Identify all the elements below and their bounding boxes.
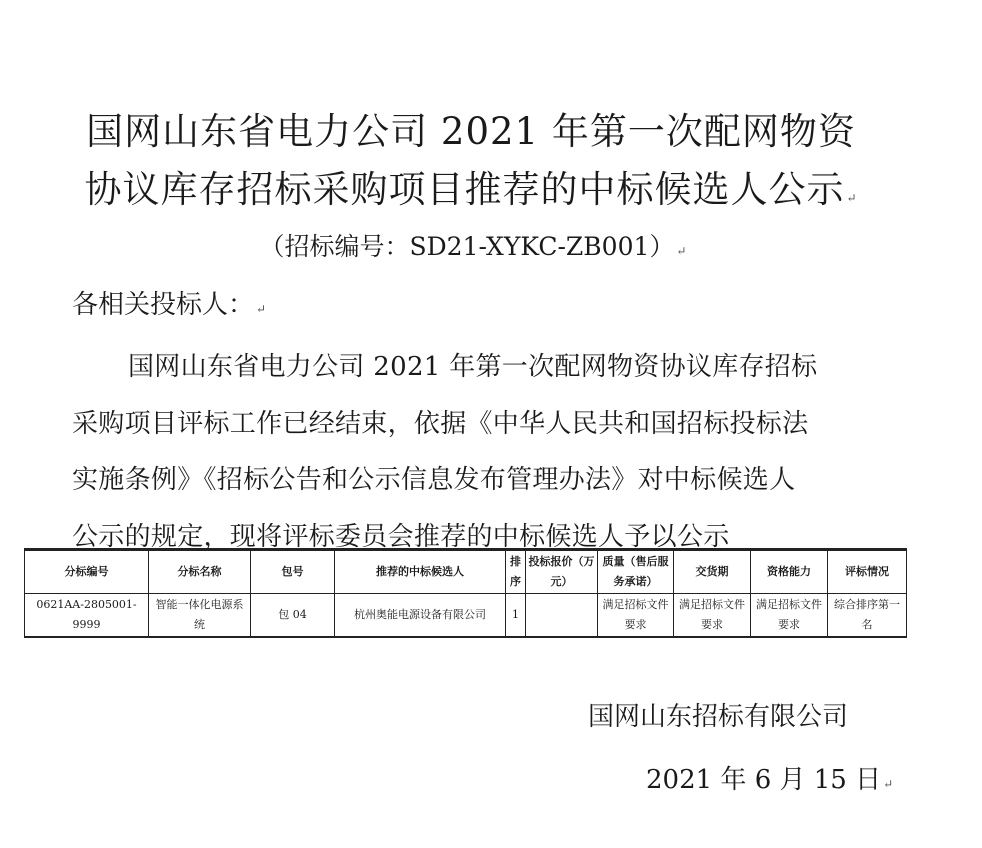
body-line: 采购项目评标工作已经结束，依据《中华人民共和国招标投标法 bbox=[72, 408, 809, 439]
paragraph-mark-icon: ↵ bbox=[883, 777, 894, 791]
header-lot-name: 分标名称 bbox=[149, 550, 251, 594]
body-line: 实施条例》《招标公告和公示信息发布管理办法》对中标候选人 bbox=[72, 465, 796, 495]
header-quality: 质量（售后服务承诺） bbox=[598, 550, 674, 594]
table-row bbox=[25, 594, 907, 638]
header-lot-code: 分标编号 bbox=[25, 550, 149, 594]
candidate-table-wrapper bbox=[24, 548, 906, 638]
header-bid-price: 投标报价（万元） bbox=[526, 550, 598, 594]
paragraph-mark-icon: ↵ bbox=[676, 244, 687, 258]
cell-package: 包 04 bbox=[251, 594, 335, 638]
candidate-table bbox=[24, 548, 907, 638]
document-title-line-2: 协议库存招标采购项目推荐的中标候选人公示 ↵ bbox=[84, 168, 858, 211]
body-line: 公示的规定，现将评标委员会推荐的中标候选人予以公示 bbox=[72, 521, 730, 552]
document-title-line-1: 国网山东省电力公司 2021 年第一次配网物资 bbox=[86, 110, 856, 153]
body-paragraph bbox=[72, 339, 872, 565]
header-candidate: 推荐的中标候选人 bbox=[335, 550, 506, 594]
cell-candidate: 杭州奥能电源设备有限公司 bbox=[335, 594, 506, 638]
salutation: 各相关投标人： ↵ bbox=[72, 290, 267, 320]
issuer-signature: 国网山东招标有限公司 bbox=[588, 702, 849, 732]
paragraph-mark-icon: ↵ bbox=[846, 191, 858, 205]
header-capability: 资格能力 bbox=[751, 550, 828, 594]
issue-date: 2021 年 6 月 15 日 ↵ bbox=[646, 765, 894, 795]
header-evaluation: 评标情况 bbox=[828, 550, 907, 594]
cell-lot-code: 0621AA-2805001-9999 bbox=[25, 594, 149, 638]
table-header-row bbox=[25, 550, 907, 594]
body-line: 国网山东省电力公司 2021 年第一次配网物资协议库存招标 bbox=[128, 352, 818, 382]
header-delivery: 交货期 bbox=[674, 550, 751, 594]
paragraph-mark-icon: ↵ bbox=[256, 302, 267, 316]
tender-number: （招标编号：SD21-XYKC-ZB001） ↵ bbox=[259, 232, 687, 261]
cell-lot-name: 智能一体化电源系统 bbox=[149, 594, 251, 638]
cell-bid-price bbox=[526, 594, 598, 638]
header-rank: 排序 bbox=[506, 550, 526, 594]
cell-rank: 1 bbox=[506, 594, 526, 638]
cell-capability: 满足招标文件要求 bbox=[751, 594, 828, 638]
cell-quality: 满足招标文件要求 bbox=[598, 594, 674, 638]
cell-delivery: 满足招标文件要求 bbox=[674, 594, 751, 638]
cell-evaluation: 综合排序第一名 bbox=[828, 594, 907, 638]
header-package: 包号 bbox=[251, 550, 335, 594]
